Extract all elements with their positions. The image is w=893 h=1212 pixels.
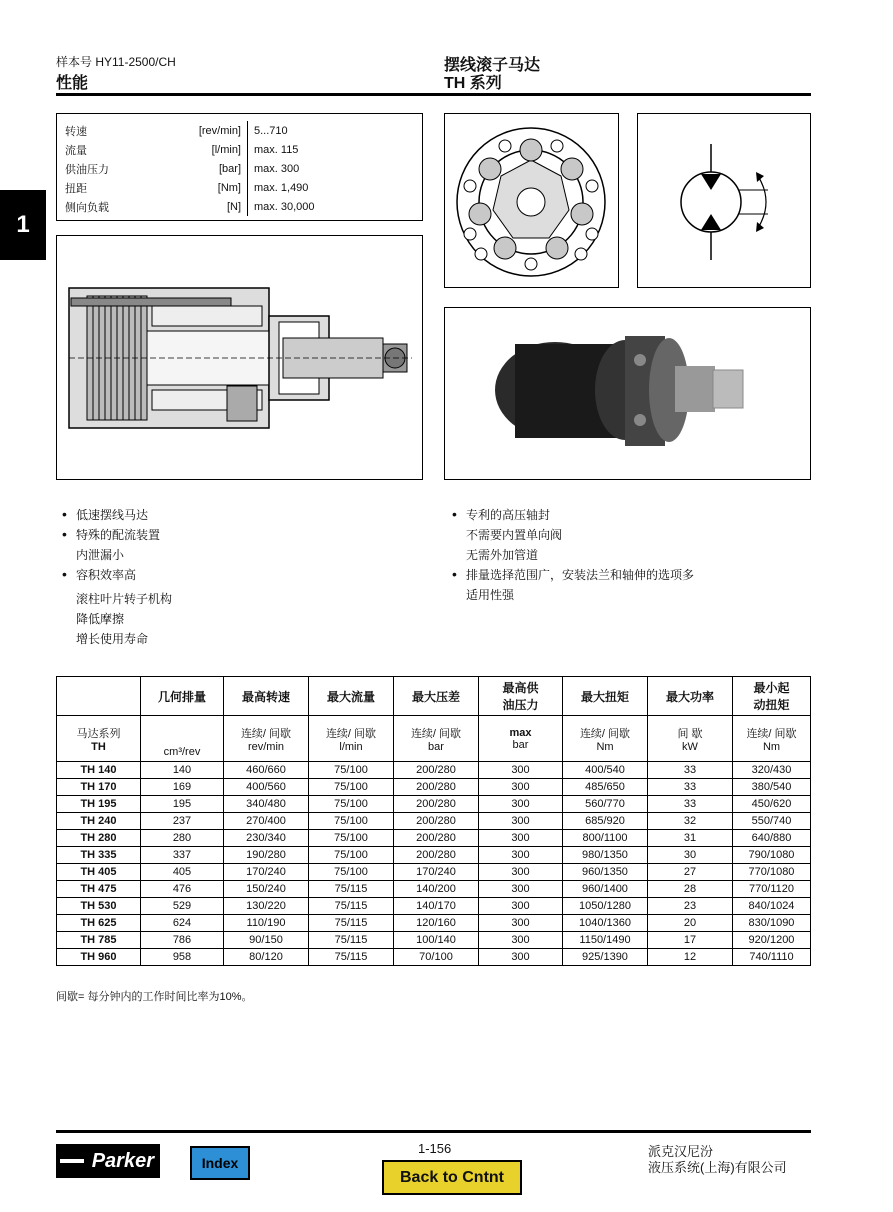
table-cell: 280 — [141, 830, 224, 847]
table-cell: 33 — [648, 779, 733, 796]
table-cell: 130/220 — [224, 898, 309, 915]
unit-bottom: Nm — [596, 740, 614, 753]
table-cell: 800/1100 — [563, 830, 648, 847]
table-row — [57, 949, 811, 966]
table-cell: 23 — [648, 898, 733, 915]
table-cell: 200/280 — [394, 779, 479, 796]
spec-value: max. 115 — [247, 140, 298, 159]
table-row — [57, 830, 811, 847]
spec-value: 5...710 — [247, 121, 288, 140]
unit-cell — [733, 716, 811, 762]
table-cell: 958 — [141, 949, 224, 966]
table-cell: 30 — [648, 847, 733, 864]
table-header-row — [57, 677, 811, 716]
table-cell: 640/880 — [733, 830, 811, 847]
table-cell: 340/480 — [224, 796, 309, 813]
feature-item: • 专利的高压轴封 — [452, 505, 694, 525]
unit-bottom: rev/min — [247, 740, 285, 753]
table-cell: 120/160 — [394, 915, 479, 932]
table-row — [57, 779, 811, 796]
table-cell: 920/1200 — [733, 932, 811, 949]
table-cell: 685/920 — [563, 813, 648, 830]
unit-cell — [224, 716, 309, 762]
rotor-diagram — [444, 113, 619, 288]
table-header: 最大压差 — [394, 677, 479, 716]
doc-number: 样本号 HY11-2500/CH — [56, 55, 176, 69]
table-cell: 300 — [479, 864, 563, 881]
table-cell: 980/1350 — [563, 847, 648, 864]
unit-bottom: l/min — [339, 740, 363, 753]
table-cell: 300 — [479, 762, 563, 779]
table-cell: 195 — [141, 796, 224, 813]
spec-unit: [N] — [226, 200, 241, 213]
feature-subitem: 内泄漏小 — [76, 548, 125, 562]
unit-bottom: bar — [512, 738, 529, 751]
table-cell: 200/280 — [394, 847, 479, 864]
unit-top: max — [509, 726, 532, 739]
table-cell: 20 — [648, 915, 733, 932]
motor-series-cell: TH 530 — [57, 898, 141, 915]
table-header: 最小起 动扭矩 — [733, 677, 811, 716]
feature-item: • 特殊的配流装置 — [62, 525, 172, 545]
spec-label: 侧向负载 — [65, 201, 109, 214]
chapter-tab: 1 — [0, 190, 46, 260]
table-cell: 400/540 — [563, 762, 648, 779]
motor-series-cell: TH 625 — [57, 915, 141, 932]
table-cell: 405 — [141, 864, 224, 881]
unit-cell — [563, 716, 648, 762]
table-cell: 300 — [479, 796, 563, 813]
unit-bottom: cm³/rev — [163, 746, 201, 758]
table-cell: 75/115 — [309, 898, 394, 915]
table-header: 最高供 油压力 — [479, 677, 563, 716]
product-title: 摆线滚子马达 — [444, 57, 541, 74]
table-cell: 300 — [479, 779, 563, 796]
table-cell: 200/280 — [394, 796, 479, 813]
table-cell: 80/120 — [224, 949, 309, 966]
table-cell: 770/1120 — [733, 881, 811, 898]
table-cell: 1050/1280 — [563, 898, 648, 915]
table-header — [57, 677, 141, 716]
table-cell: 300 — [479, 813, 563, 830]
motor-series-cell: TH 170 — [57, 779, 141, 796]
table-row — [57, 813, 811, 830]
performance-table — [56, 676, 811, 966]
table-header: 几何排量 — [141, 677, 224, 716]
table-cell: 75/115 — [309, 915, 394, 932]
motor-cross-section-icon — [57, 236, 422, 479]
table-cell: 450/620 — [733, 796, 811, 813]
table-cell: 300 — [479, 847, 563, 864]
logo-text: Parker — [91, 1149, 154, 1172]
table-cell: 320/430 — [733, 762, 811, 779]
spec-row — [57, 178, 422, 197]
table-cell: 31 — [648, 830, 733, 847]
motor-series-cell: TH 280 — [57, 830, 141, 847]
table-row — [57, 847, 811, 864]
page-number: 1-156 — [418, 1141, 452, 1156]
table-cell: 624 — [141, 915, 224, 932]
series-title: TH 系列 — [444, 75, 502, 92]
unit-bottom: Nm — [762, 740, 781, 753]
table-cell: 460/660 — [224, 762, 309, 779]
unit-top: 连续/ 间歇 — [746, 727, 797, 740]
table-cell: 140/170 — [394, 898, 479, 915]
table-cell: 300 — [479, 932, 563, 949]
cross-section-drawing — [56, 235, 423, 480]
feature-subitem: 无需外加管道 — [466, 548, 539, 562]
table-row — [57, 881, 811, 898]
parker-logo — [56, 1144, 160, 1178]
motor-series-cell: TH 140 — [57, 762, 141, 779]
table-cell: 790/1080 — [733, 847, 811, 864]
table-cell: 200/280 — [394, 830, 479, 847]
motor-photo — [444, 307, 811, 480]
hydraulic-symbol — [637, 113, 811, 288]
table-cell: 33 — [648, 762, 733, 779]
table-units-row — [57, 716, 811, 762]
table-cell: 300 — [479, 915, 563, 932]
spec-row — [57, 140, 422, 159]
features-left — [62, 505, 172, 649]
table-cell: 75/115 — [309, 932, 394, 949]
table-cell: 110/190 — [224, 915, 309, 932]
unit-cell — [394, 716, 479, 762]
table-cell: 925/1390 — [563, 949, 648, 966]
unit-bottom: bar — [428, 740, 444, 753]
table-cell: 170/240 — [224, 864, 309, 881]
unit-bottom: kW — [682, 740, 698, 753]
table-header: 最大流量 — [309, 677, 394, 716]
header-rule — [56, 93, 811, 96]
spec-unit: [Nm] — [217, 181, 241, 194]
table-cell: 150/240 — [224, 881, 309, 898]
table-cell: 75/115 — [309, 949, 394, 966]
back-to-contents-button[interactable]: Back to Cntnt — [382, 1160, 522, 1195]
table-row — [57, 915, 811, 932]
table-cell: 12 — [648, 949, 733, 966]
table-cell: 337 — [141, 847, 224, 864]
motor-image-icon — [445, 308, 810, 479]
spec-unit: [bar] — [218, 162, 241, 175]
table-header: 最高转速 — [224, 677, 309, 716]
feature-item: • 低速摆线马达 — [62, 505, 172, 525]
table-cell: 237 — [141, 813, 224, 830]
spec-value: max. 1,490 — [247, 178, 308, 197]
table-cell: 140/200 — [394, 881, 479, 898]
feature-subitem: 滚柱叶片转子机构 — [76, 592, 173, 606]
table-cell: 1150/1490 — [563, 932, 648, 949]
unit-top: 间 歇 — [677, 727, 703, 740]
motor-series-cell: TH 960 — [57, 949, 141, 966]
table-cell: 300 — [479, 949, 563, 966]
table-cell: 200/280 — [394, 762, 479, 779]
table-cell: 300 — [479, 830, 563, 847]
motor-series-cell: TH 240 — [57, 813, 141, 830]
table-cell: 840/1024 — [733, 898, 811, 915]
feature-subitem: 不需要内置单向阀 — [466, 528, 563, 542]
spec-label: 转速 — [65, 125, 87, 138]
logo-stripe-icon — [60, 1159, 84, 1163]
motor-series-cell: TH 335 — [57, 847, 141, 864]
features-right — [452, 505, 694, 605]
company-subname: 液压系统(上海)有限公司 — [648, 1160, 787, 1175]
table-cell: 100/140 — [394, 932, 479, 949]
unit-top: 连续/ 间歇 — [240, 727, 292, 740]
table-cell: 75/100 — [309, 847, 394, 864]
roller-rotor-icon — [445, 114, 618, 287]
table-cell: 560/770 — [563, 796, 648, 813]
table-row — [57, 864, 811, 881]
table-cell: 70/100 — [394, 949, 479, 966]
table-cell: 1040/1360 — [563, 915, 648, 932]
unit-cell — [479, 716, 563, 762]
table-cell: 270/400 — [224, 813, 309, 830]
table-cell: 740/1110 — [733, 949, 811, 966]
section-title: 性能 — [56, 75, 89, 92]
table-header: 最大扭矩 — [563, 677, 648, 716]
unit-cell — [141, 716, 224, 762]
table-cell: 786 — [141, 932, 224, 949]
table-cell: 32 — [648, 813, 733, 830]
motor-series-cell: TH 195 — [57, 796, 141, 813]
feature-item: • 排量选择范围广，安装法兰和轴伸的选项多 — [452, 565, 694, 585]
unit-top: 连续/ 间歇 — [410, 727, 462, 740]
unit-cell — [57, 716, 141, 762]
table-cell: 75/100 — [309, 779, 394, 796]
table-cell: 169 — [141, 779, 224, 796]
table-cell: 960/1350 — [563, 864, 648, 881]
table-header: 最大功率 — [648, 677, 733, 716]
table-cell: 476 — [141, 881, 224, 898]
feature-subitem: 降低摩擦 — [76, 612, 125, 626]
table-row — [57, 932, 811, 949]
spec-label: 流量 — [65, 144, 87, 157]
motor-series-cell: TH 405 — [57, 864, 141, 881]
table-cell: 75/100 — [309, 796, 394, 813]
table-cell: 140 — [141, 762, 224, 779]
feature-subitem: 增长使用寿命 — [76, 632, 149, 646]
feature-item: • 容积效率高 — [62, 565, 172, 585]
table-cell: 90/150 — [224, 932, 309, 949]
spec-row — [57, 121, 422, 140]
table-cell: 28 — [648, 881, 733, 898]
unit-top: 连续/ 间歇 — [325, 727, 377, 740]
unit-cell — [309, 716, 394, 762]
table-cell: 529 — [141, 898, 224, 915]
unit-cell — [648, 716, 733, 762]
table-row — [57, 762, 811, 779]
table-cell: 33 — [648, 796, 733, 813]
table-cell: 960/1400 — [563, 881, 648, 898]
motor-series-cell: TH 785 — [57, 932, 141, 949]
table-cell: 830/1090 — [733, 915, 811, 932]
motor-symbol-icon — [638, 114, 810, 287]
company-name: 派克汉尼汾 — [648, 1144, 714, 1159]
table-cell: 380/540 — [733, 779, 811, 796]
table-cell: 300 — [479, 881, 563, 898]
spec-row — [57, 159, 422, 178]
table-row — [57, 898, 811, 915]
unit-top: 连续/ 间歇 — [579, 727, 631, 740]
table-cell: 400/560 — [224, 779, 309, 796]
table-cell: 300 — [479, 898, 563, 915]
table-cell: 485/650 — [563, 779, 648, 796]
spec-value: max. 300 — [247, 159, 299, 178]
index-button[interactable]: Index — [190, 1146, 250, 1180]
table-cell: 550/740 — [733, 813, 811, 830]
spec-row — [57, 197, 422, 216]
table-cell: 75/100 — [309, 762, 394, 779]
spec-unit: [l/min] — [211, 143, 241, 156]
table-cell: 27 — [648, 864, 733, 881]
table-row — [57, 796, 811, 813]
table-cell: 770/1080 — [733, 864, 811, 881]
footnote: 间歇= 每分钟内的工作时间比率为10%。 — [56, 991, 253, 1003]
unit-top: 马达系列 — [76, 727, 121, 740]
table-cell: 75/100 — [309, 813, 394, 830]
table-cell: 200/280 — [394, 813, 479, 830]
feature-subitem: 适用性强 — [466, 588, 515, 602]
table-cell: 75/100 — [309, 864, 394, 881]
unit-bottom: TH — [91, 740, 106, 753]
spec-label: 供油压力 — [65, 163, 109, 176]
table-cell: 230/340 — [224, 830, 309, 847]
spec-unit: [rev/min] — [198, 124, 241, 137]
table-cell: 75/100 — [309, 830, 394, 847]
table-cell: 75/115 — [309, 881, 394, 898]
table-cell: 17 — [648, 932, 733, 949]
motor-series-cell: TH 475 — [57, 881, 141, 898]
table-body — [57, 762, 811, 966]
footer-rule — [56, 1130, 811, 1133]
spec-box — [56, 113, 423, 221]
spec-label: 扭距 — [65, 182, 87, 195]
table-cell: 190/280 — [224, 847, 309, 864]
table-cell: 170/240 — [394, 864, 479, 881]
spec-value: max. 30,000 — [247, 197, 315, 216]
